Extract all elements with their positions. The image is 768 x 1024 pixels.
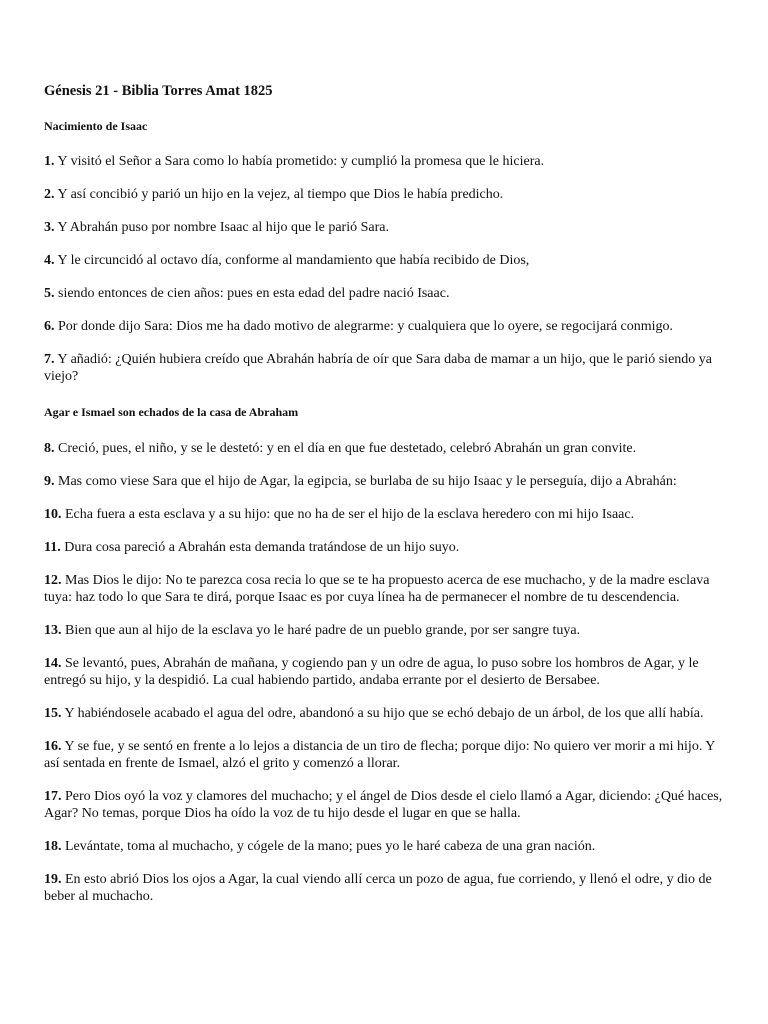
verse-14 (44, 655, 728, 689)
verse-number: 10. (44, 507, 62, 522)
verse-6 (44, 318, 728, 335)
verse-number: 12. (44, 573, 62, 588)
verse-text: Y habiéndosele acabado el agua del odre, abandonó a su hijo que se echó debajo de un árbol, de los que allí había. (61, 706, 704, 721)
verse-number: 5. (44, 286, 55, 301)
verse-16 (44, 738, 728, 772)
verse-2 (44, 186, 728, 203)
verse-text: Pero Dios oyó la voz y clamores del muchacho; y el ángel de Dios desde el cielo llamó a Agar, diciendo: ¿Qué haces, Agar? No temas, porque Dios ha oído la voz de tu hijo desde el lugar en que se halla. (44, 789, 723, 821)
verse-text: Y se fue, y se sentó en frente a lo lejos a distancia de un tiro de flecha; porque dijo: No quiero ver morir a mi hijo. Y así sentada en frente de Ismael, alzó el grito y comenzó a llorar. (44, 739, 715, 771)
verse-number: 19. (44, 872, 62, 887)
verse-number: 16. (44, 739, 62, 754)
verse-text: Por donde dijo Sara: Dios me ha dado motivo de alegrarme: y cualquiera que lo oyere, se regocijará conmigo. (54, 319, 674, 334)
verse-number: 6. (44, 319, 55, 334)
verse-text: Mas Dios le dijo: No te parezca cosa recia lo que se te ha propuesto acerca de ese muchacho, y de la madre esclava tuya: haz todo lo que Sara te dirá, porque Isaac es por cuya línea ha de permanecer el nombre de tu descendencia. (44, 573, 710, 605)
verse-number: 7. (44, 352, 55, 367)
verse-number: 18. (44, 839, 62, 854)
verse-17 (44, 788, 728, 822)
verse-text: siendo entonces de cien años: pues en esta edad del padre nació Isaac. (54, 286, 450, 301)
verse-11 (44, 539, 728, 556)
verse-text: Y añadió: ¿Quién hubiera creído que Abrahán habría de oír que Sara daba de mamar a un hijo, que le parió siendo ya viejo? (44, 352, 712, 384)
verse-number: 15. (44, 706, 62, 721)
verse-text: Creció, pues, el niño, y se le destetó: y en el día en que fue destetado, celebró Abrahán un gran convite. (54, 441, 637, 456)
verse-text: Dura cosa pareció a Abrahán esta demanda tratándose de un hijo suyo. (60, 540, 460, 555)
verse-number: 1. (44, 154, 55, 169)
verse-number: 11. (44, 540, 61, 555)
verse-5 (44, 285, 728, 302)
verse-number: 13. (44, 623, 62, 638)
verse-number: 4. (44, 253, 55, 268)
section-heading-birth-of-isaac: Nacimiento de Isaac (44, 119, 148, 133)
verse-18 (44, 838, 728, 855)
verse-number: 9. (44, 474, 55, 489)
verse-13 (44, 622, 728, 639)
verse-text: Y visitó el Señor a Sara como lo había prometido: y cumplió la promesa que le hiciera. (54, 154, 545, 169)
verse-number: 14. (44, 656, 62, 671)
verse-text: Levántate, toma al muchacho, y cógele de la mano; pues yo le haré cabeza de una gran nación. (61, 839, 596, 854)
verse-7 (44, 351, 728, 385)
verse-number: 3. (44, 220, 55, 235)
verse-text: Bien que aun al hijo de la esclava yo le haré padre de un pueblo grande, por ser sangre tuya. (61, 623, 581, 638)
verse-10 (44, 506, 728, 523)
verse-12 (44, 572, 728, 606)
verse-text: Se levantó, pues, Abrahán de mañana, y cogiendo pan y un odre de agua, lo puso sobre los hombros de Agar, y le entregó su hijo, y la despidió. La cual habiendo partido, andaba errante por el desierto de Bersabee. (44, 656, 699, 688)
verse-text: Echa fuera a esta esclava y a su hijo: que no ha de ser el hijo de la esclava heredero con mi hijo Isaac. (61, 507, 635, 522)
verse-8 (44, 440, 728, 457)
verse-19 (44, 871, 728, 905)
verse-number: 17. (44, 789, 62, 804)
verse-text: Y así concibió y parió un hijo en la vejez, al tiempo que Dios le había predicho. (54, 187, 504, 202)
verse-text: En esto abrió Dios los ojos a Agar, la cual viendo allí cerca un pozo de agua, fue corriendo, y llenó el odre, y dio de beber al muchacho. (44, 872, 712, 904)
section-heading-agar-ismael: Agar e Ismael son echados de la casa de Abraham (44, 405, 299, 419)
verse-1 (44, 153, 728, 170)
verse-3 (44, 219, 728, 236)
page-title: Génesis 21 - Biblia Torres Amat 1825 (44, 83, 273, 99)
verse-9 (44, 473, 728, 490)
verse-15 (44, 705, 728, 722)
verse-text: Y Abrahán puso por nombre Isaac al hijo que le parió Sara. (54, 220, 389, 235)
verse-text: Mas como viese Sara que el hijo de Agar, la egipcia, se burlaba de su hijo Isaac y le perseguía, dijo a Abrahán: (54, 474, 677, 489)
verse-number: 2. (44, 187, 55, 202)
verse-4 (44, 252, 728, 269)
verse-text: Y le circuncidó al octavo día, conforme al mandamiento que había recibido de Dios, (54, 253, 530, 268)
verse-number: 8. (44, 441, 55, 456)
